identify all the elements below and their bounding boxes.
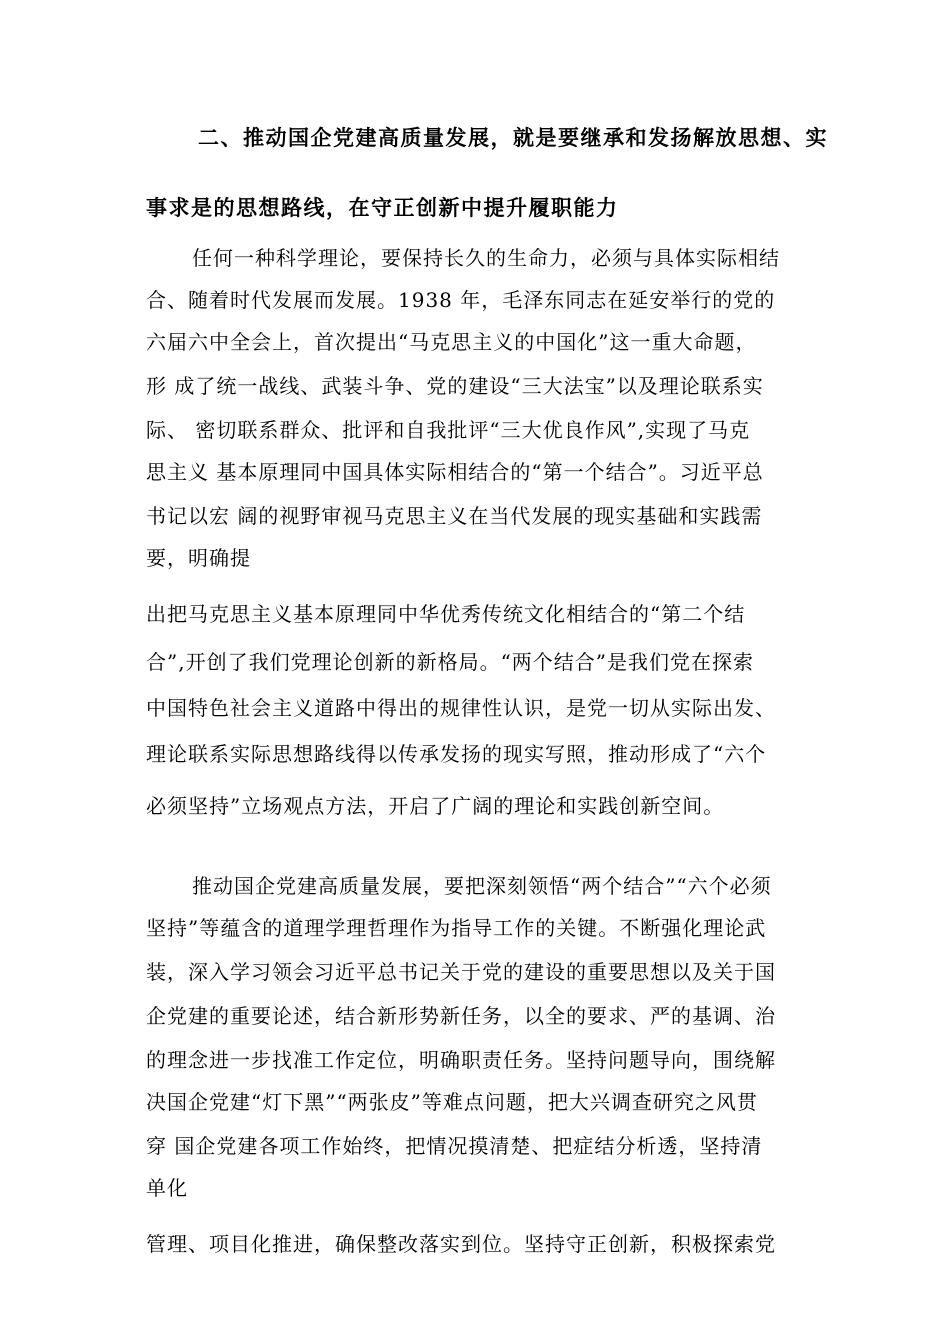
text-line: 推动国企党建高质量发展，要把深刻领悟“两个结合”“六个必须 <box>192 874 772 898</box>
text-line: 书记以宏 阔的视野审视马克思主义在当代发展的现实基础和实践需 <box>146 504 763 528</box>
text-line: 出把马克思主义基本原理同中华优秀传统文化相结合的“第二个结 <box>146 602 746 626</box>
text-line: 合”,开创了我们党理论创新的新格局。“两个结合”是我们党在探索 <box>146 650 755 674</box>
text-line: 要，明确提 <box>146 546 251 570</box>
text-line: 任何一种科学理论，要保持长久的生命力，必须与具体实际相结 <box>192 246 780 270</box>
text-line: 装，深入学习领会习近平总书记关于党的建设的重要思想以及关于国 <box>146 960 776 984</box>
text-line: 单化 <box>146 1176 188 1200</box>
text-line: 的理念进一步找准工作定位，明确职责任务。坚持问题导向，围绕解 <box>146 1048 776 1072</box>
text-line: 坚持”等蕴含的道理学理哲理作为指导工作的关键。不断强化理论武 <box>146 916 767 940</box>
text-line: 理论联系实际思想路线得以传承发扬的现实写照，推动形成了“六个 <box>146 742 767 766</box>
text-line: 必须坚持”立场观点方法，开启了广阔的理论和实践创新空间。 <box>146 794 725 818</box>
heading-line-2: 事求是的思想路线，在守正创新中提升履职能力 <box>146 195 619 220</box>
text-line: 决国企党建“灯下黑”“两张皮”等难点问题，把大兴调查研究之风贯 <box>146 1090 758 1114</box>
heading-line-1: 二、推动国企党建高质量发展，就是要继承和发扬解放思想、实 <box>198 125 828 150</box>
text-line: 思主义 基本原理同中国具体实际相结合的“第一个结合”。习近平总 <box>146 460 764 484</box>
text-line: 际、 密切联系群众、批评和自我批评“三大优良作风”,实现了马克 <box>146 418 751 442</box>
text-line: 六届六中全会上，首次提出“马克思主义的中国化”这一重大命题， <box>146 330 757 354</box>
text-line: 形 成了统一战线、武装斗争、党的建设“三大法宝”以及理论联系实 <box>146 374 764 398</box>
text-line: 合、随着时代发展而发展。1938 年，毛泽东同志在延安举行的党的 <box>146 288 776 312</box>
text-line: 管理、项目化推进，确保整改落实到位。坚持守正创新，积极探索党 <box>146 1232 776 1256</box>
text-line: 穿 国企党建各项工作始终，把情况摸清楚、把症结分析透，坚持清 <box>146 1134 763 1158</box>
text-line: 中国特色社会主义道路中得出的规律性认识，是党一切从实际出发、 <box>146 696 776 720</box>
text-line: 企党建的重要论述，结合新形势新任务，以全的要求、严的基调、治 <box>146 1004 776 1028</box>
